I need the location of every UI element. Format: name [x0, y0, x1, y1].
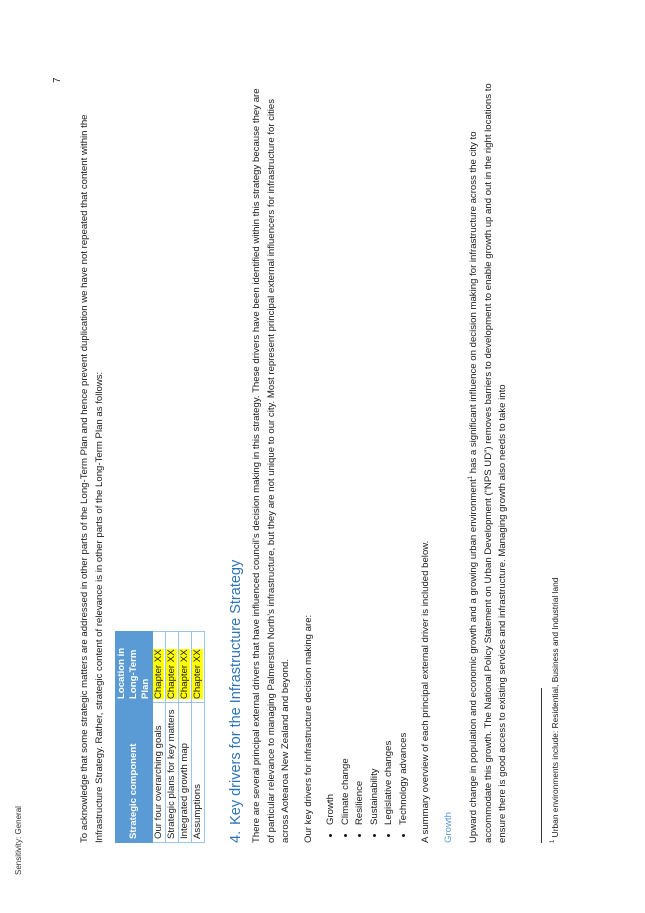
list-item: • Resilience — [353, 83, 368, 825]
drivers-intro: Our key drivers for infrastructure decision making are: — [302, 614, 314, 843]
growth-paragraph — [464, 83, 511, 843]
list-item: • Legislative changes — [382, 83, 397, 825]
section-heading — [227, 83, 245, 843]
list-item: • Growth — [324, 83, 339, 825]
growth-text-a: Upward change in population and economic growth and a growing urban environment — [468, 479, 480, 843]
footnote-ref: 1 — [468, 475, 474, 480]
section-title: Key drivers for the Infrastructure Strategy — [228, 559, 244, 825]
table-cell-component: Integrated growth map — [179, 703, 192, 843]
table-row — [153, 632, 166, 843]
list-item: • Climate change — [339, 83, 354, 825]
chapter-placeholder: Chapter XX — [192, 649, 203, 699]
table-cell-location — [192, 632, 205, 703]
growth-subheading: Growth — [442, 812, 454, 843]
table-header-row — [116, 632, 153, 843]
chapter-placeholder: Chapter XX — [166, 649, 177, 699]
list-item: • Sustainability — [368, 83, 383, 825]
drivers-paragraph: There are several principal external drivers that have influenced council’s decision making in this strategy. These drivers have been identified within this strategy because they are of particular relevance to managing Palmerston North’s infrastructure, but they are not unique to our city. Most represent principal external influencers for infrastructure for cities across Aotearoa New Zealand and beyond. — [251, 88, 291, 843]
footnote-divider — [541, 688, 542, 843]
table-header-component: Strategic component — [116, 703, 153, 843]
footnote-marker: 1 — [549, 839, 556, 843]
list-item: • Technology advances — [397, 83, 412, 825]
table-row — [179, 632, 192, 843]
table-cell-component: Assumptions — [192, 703, 205, 843]
section-number: 4. — [228, 830, 244, 843]
table-header-location: Location in Long-Term Plan — [116, 632, 153, 703]
strategic-components-table — [115, 631, 205, 843]
table-cell-location — [166, 632, 179, 703]
chapter-placeholder: Chapter XX — [153, 649, 164, 699]
summary-paragraph: A summary overview of each principal external driver is included below. — [420, 540, 431, 843]
table-cell-component: Strategic plans for key matters — [166, 703, 179, 843]
sensitivity-label: Sensitivity: General — [14, 806, 23, 875]
table-row — [166, 632, 179, 843]
footnote — [546, 83, 562, 843]
table-row — [192, 632, 205, 843]
page-number: 7 — [52, 77, 63, 83]
growth-text-b: has a significant influence on decision making for infrastructure across the city to accommodate this growth. The National Policy Statement on Urban Development (“NPS UD”) removes barriers to development to enable growth up and out in the right locations to ensure there is good access to existing services and infrastructure. Managing growth also needs to take into — [468, 83, 509, 843]
footnote-text: Urban environments include: Residential, Business and Industrial land — [549, 577, 560, 840]
table-cell-location — [153, 632, 166, 703]
page-content — [78, 83, 562, 843]
chapter-placeholder: Chapter XX — [179, 649, 190, 699]
table-cell-location — [179, 632, 192, 703]
drivers-list — [324, 83, 411, 843]
intro-paragraph: To acknowledge that some strategic matters are addressed in other parts of the Long-Term Plan and hence prevent duplication we have not repeated that content within the Infrastructure Strategy. Rather, strategic content of relevance is in other parts of the Long-Term Plan as follows: — [79, 114, 105, 843]
table-cell-component: Our four overarching goals — [153, 703, 166, 843]
